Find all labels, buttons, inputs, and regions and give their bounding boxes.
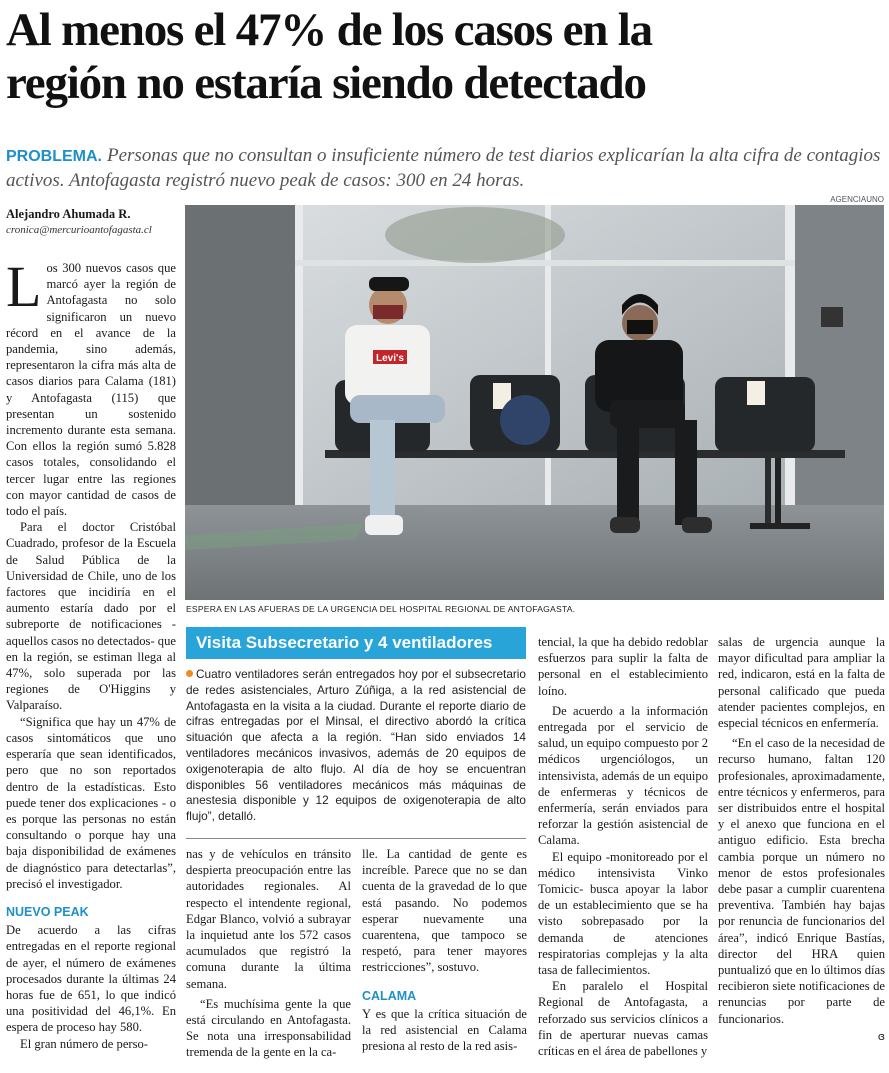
photo-illustration	[185, 205, 884, 600]
paragraph: El gran número de perso-	[20, 1036, 148, 1051]
deck	[6, 144, 886, 193]
paragraph: Para el doctor Cristóbal Cuadrado, profesor de la Escuela de Salud Pública de la Universidad de Chile, uno de los factores que incidiría en el aumento estaría dado por el subreporte de notificaciones -aquellos casos no detectados- que en la región, se estiman llega al 47%, solo superada por las regiones de O'Higgins y Valparaíso.	[6, 520, 176, 713]
column-4	[538, 634, 708, 1059]
paragraph: “Es muchísima gente la que está circulando en Antofagasta. Se nota una irresponsabilidad tremenda de la gente en la ca-	[186, 996, 351, 1060]
byline	[6, 207, 176, 236]
column-2	[186, 846, 351, 1061]
paragraph: lle. La cantidad de gente es increíble. Parece que no se dan cuenta de la gravedad de lo que está pasando. No podemos esperar nuevamente una cuarentena, que tampoco se respetó, para tener mayores restricciones”, sostuvo.	[362, 847, 527, 975]
paragraph: Y es que la crítica situación de la red asistencial en Calama presiona al resto de la red asis-	[362, 1006, 527, 1054]
headline-line-2: región no estaría siendo detectado	[6, 57, 646, 109]
author-email[interactable]: cronica@mercurioantofagasta.cl	[6, 224, 152, 236]
deck-kicker: PROBLEMA.	[6, 148, 102, 165]
paragraph: tencial, la que ha debido redoblar esfuerzos para suplir la falta de personal en el establecimiento loíno.	[538, 635, 708, 698]
paragraph: Los 300 nuevos casos que marcó ayer la región de Antofagasta no solo significaron un nuevo récord en el avance de la pandemia, sino además, representaron la cifra más alta de casos diarios para Calama (181) y Antofagasta (115) que presentan un sostenido incremento durante esta semana. Con ellos la región sumó 5.828 casos totales, consolidando el tercer lugar entre las regiones con mayor cantidad de casos de todo el país.	[6, 254, 176, 519]
column-1	[6, 254, 176, 1052]
box-title: Visita Subsecretario y 4 ventiladores	[186, 627, 526, 659]
box-body: Cuatro ventiladores serán entregados hoy por el subsecretario de redes asistenciales, Arturo Zúñiga, a la red asistencial de Antofagasta en la visita a la ciudad. Durante el reporte diario de cifras entregadas por el Minsal, el directivo abordó la crítica situación que afecta a la región. “Han sido enviados 14 ventiladores mecánicos invasivos, además de 20 equipos de oxigenoterapia de alto flujo. Al día de hoy se encuentran disponibles 56 ventiladores mecánicos más máquinas de anestesia disponible y 12 equipos de oxigenoterapia de alto flujo”, detalló.	[186, 667, 526, 824]
column-3	[362, 846, 527, 1054]
photo-caption: ESPERA EN LAS AFUERAS DE LA URGENCIA DEL HOSPITAL REGIONAL DE ANTOFAGASTA.	[186, 604, 576, 614]
author-name: Alejandro Ahumada R.	[6, 207, 131, 221]
deck-text: Personas que no consultan o insuficiente número de test diarios explicarían la alta cifra de contagios activos. Antofagasta registró nuevo peak de casos: 300 en 24 horas.	[6, 145, 881, 191]
end-mark-icon: ɞ	[877, 1029, 885, 1043]
news-photo	[185, 205, 884, 600]
paragraph: El equipo -monitoreado por el médico intensivista Vinko Tomicic- busca apoyar la labor de un establecimiento que se ha visto sobrepasado por la demanda de atenciones respiratorias complejas y la alta tasa de fallecimientos.	[538, 849, 708, 978]
paragraph: nas y de vehículos en tránsito despierta preocupación entre las autoridades regionales. Al respecto el intendente regional, Edgar Blanco, volvió a subrayar la inquietud ante los 572 casos acumulados que registró la comuna durante la última semana.	[186, 847, 351, 991]
paragraph: De acuerdo a la información entregada por el servicio de salud, un equipo compuesto por 2 médicos urgenciólogos, un intensivista, además de un equipo de enfermeras y técnicos de enfermería, serán enviados para reforzar la gestión asistencial de Calama.	[538, 703, 708, 848]
paragraph: En paralelo el Hospital Regional de Antofagasta, a reforzado sus servicios clínicos a fin de aperturar nuevas camas críticas en el área de pabellones y	[538, 979, 708, 1059]
headline	[6, 4, 886, 110]
paragraph: salas de urgencia aunque la mayor dificultad para ampliar la red, indicaron, está en la falta de personal calificado que pueda atender pacientes complejos, en especial técnicos en enfermería.	[718, 635, 885, 731]
drop-cap: L	[6, 254, 42, 319]
paragraph: De acuerdo a las cifras entregadas en el reporte regional de ayer, el número de exámenes procesados durante la últimas 24 horas fue de 651, lo que indicó una positividad del 46,1%. En espera de proceso hay 580.	[6, 923, 176, 1035]
headline-line-1: Al menos el 47% de los casos en la	[6, 4, 652, 56]
shirt-logo: Levi's	[376, 353, 404, 364]
subhead-calama: CALAMA	[362, 988, 417, 1003]
bullet-icon	[186, 670, 193, 677]
photo-credit: AGENCIAUNO	[830, 195, 884, 204]
box-divider	[186, 838, 526, 839]
paragraph: “Significa que hay un 47% de casos sintomáticos que uno esperaría que sean identificados, pero que no son reportados dentro de la estadísticas. Esto puede tener dos explicaciones - o es porque las personas no están consultando o porque hay una baja disponibilidad de exámenes de diagnóstico para detectarlas”, precisó el investigador.	[6, 714, 176, 891]
paragraph: “En el caso de la necesidad de recurso humano, faltan 120 profesionales, aproximadamente, entre técnicos y enfermeros, para ser distribuidos entre el hospital y el anexo que funciona en el antiguo edificio. Esta brecha cambia porque un número no menor de estos profesionales debe pasar a cumplir cuarentena preventiva. También hay bajas por renuncia de funcionarios del área”, indicó Enrique Bastías, director del HRA quien puntualizó que en lo últimos días recibieron siete notificaciones de renuncias por parte de funcionarios.	[718, 736, 885, 1026]
subhead-nuevo-peak: NUEVO PEAK	[6, 904, 89, 919]
column-5	[718, 634, 885, 1045]
